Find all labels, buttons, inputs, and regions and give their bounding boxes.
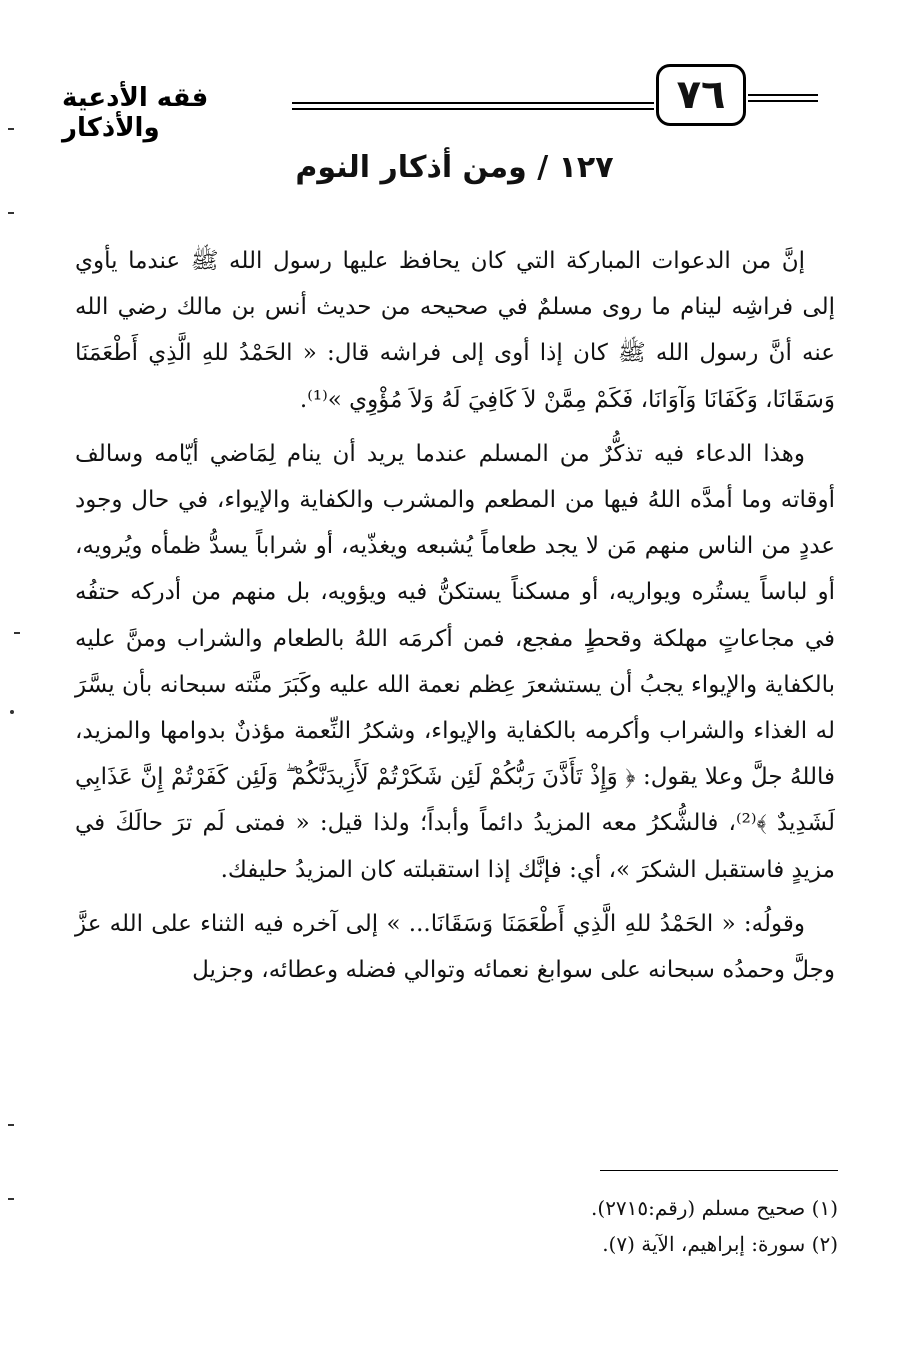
margin-dot — [10, 710, 14, 714]
header-rule-top — [292, 102, 654, 104]
paragraph-2: وهذا الدعاء فيه تذكُّرٌ من المسلم عندما يريد أن ينام لِمَاضي أيّامه وسالف أوقاته وما أمدَّه اللهُ فيها من المطعم والمشرب والكفاية والإيواء، في حال وجود عددٍ من الناس منهم مَن لا يجد طعاماً يُشبعه ويغذّيه، أو شراباً يسدُّ ظمأه ويُرويه، أو لباساً يستُره ويواريه، أو مسكناً يستكنُّ فيه ويؤويه، بل منهم من أدركه حتفُه في مجاعاتٍ مهلكة وقحطٍ مفجع، فمن أكرمَه اللهُ بالطعام والشراب ومنَّ عليه بالكفاية والإيواء يجبُ أن يستشعرَ عِظم نعمة الله عليه وكَبَرَ منَّته سبحانه بأن يسَّرَ له الغذاء والشراب وأكرمه بالكفاية والإيواء، وشكرُ النِّعمة مؤذنٌ بدوامها والمزيد، فاللهُ جلَّ وعلا يقول: ﴿ وَإِذْ تَأَذَّنَ رَبُّكُمْ لَئِن شَكَرْتُمْ لَأَزِيدَنَّكُمْ ۖ وَلَئِن كَفَرْتُمْ إِنَّ عَذَابِي لَشَدِيدٌ ﴾⁽²⁾، فالشُّكرُ معه المزيدُ دائماً وأبداً؛ ولذا قيل: « فمتى لَم ترَ حالَكَ في مزيدٍ فاستقبل الشكرَ »، أي: فإنَّك إذا استقبلته كان المزيدُ حليفك. — [75, 440, 835, 883]
footnote-1: (١) صحيح مسلم (رقم:٢٧١٥). — [591, 1196, 838, 1220]
header-rule-bottom — [292, 108, 654, 110]
footnote-2: (٢) سورة: إبراهيم، الآية (٧). — [602, 1232, 838, 1256]
body-text — [75, 238, 835, 1001]
margin-mark — [14, 632, 20, 634]
page-number: ٧٦ — [656, 64, 746, 126]
paragraph-3: وقولُه: « الحَمْدُ للهِ الَّذِي أَطْعَمَنَا وَسَقَانَا... » إلى آخره فيه الثناء على الله عزَّ وجلَّ وحمدُه سبحانه على سوابغ نعمائه وتوالي فضله وعطائه، وجزيل — [75, 910, 835, 984]
footnotes — [400, 1190, 838, 1262]
running-title: فقه الأدعية والأذكار — [62, 83, 209, 143]
margin-mark — [8, 1198, 14, 1200]
footnote-divider — [600, 1170, 838, 1171]
margin-mark — [8, 212, 14, 214]
header-rule-right-top — [748, 94, 818, 96]
page-header — [0, 50, 909, 143]
chapter-title: ١٢٧ / ومن أذكار النوم — [295, 150, 614, 185]
paragraph-1: إنَّ من الدعوات المباركة التي كان يحافظ عليها رسول الله ﷺ عندما يأوي إلى فراشِه لينام ما روى مسلمٌ في صحيحه من حديث أنس بن مالك رضي الله عنه أنَّ رسول الله ﷺ كان إذا أوى إلى فراشه قال: « الحَمْدُ للهِ الَّذِي أَطْعَمَنَا وَسَقَانَا، وَكَفَانَا وَآوَانَا، فَكَمْ مِمَّنْ لاَ كَافِيَ لَهُ وَلاَ مُؤْوِي »⁽¹⁾. — [75, 248, 835, 413]
margin-mark — [8, 1124, 14, 1126]
margin-mark — [8, 128, 14, 130]
header-rule-right-bottom — [748, 100, 818, 102]
